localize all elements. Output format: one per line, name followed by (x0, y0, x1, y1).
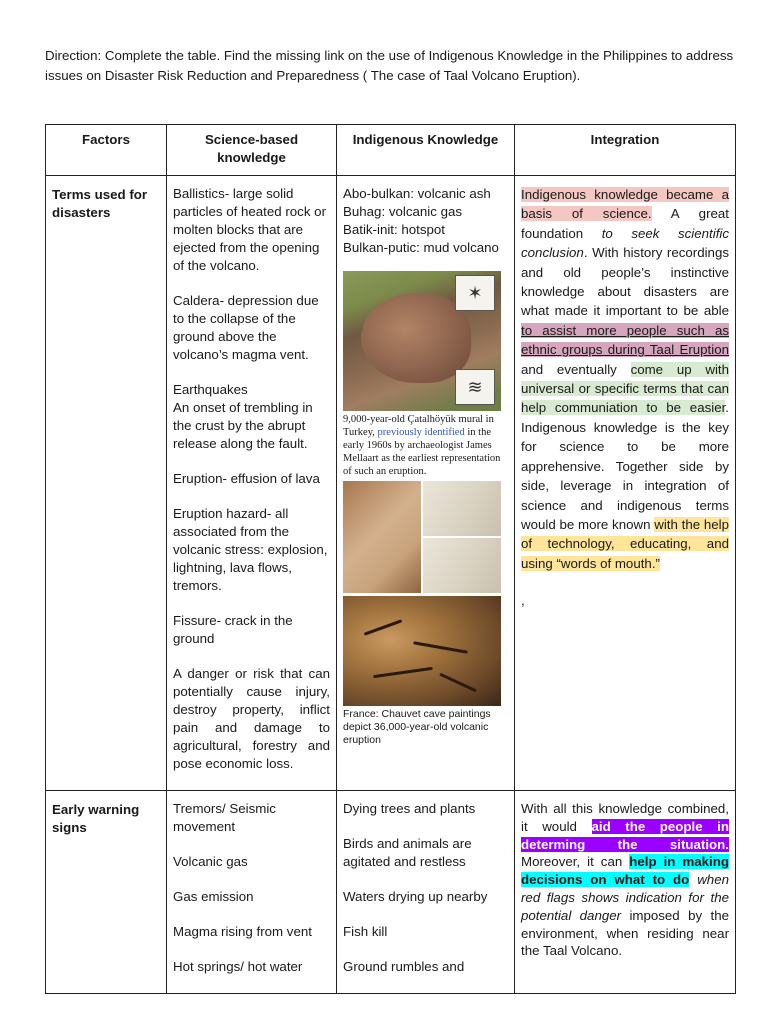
science-term: Eruption hazard- all associated from the volcanic stress: explosion, lightning, lava flows, tremors. (173, 506, 328, 593)
table-row (46, 791, 736, 994)
indigenous-term: Abo-bulkan: volcanic ash (343, 186, 491, 201)
science-cell (167, 791, 337, 994)
science-term: Fissure- crack in the ground (173, 613, 293, 646)
indigenous-term: Bulkan-putic: mud volcano (343, 240, 499, 255)
warning-sign: Hot springs/ hot water (173, 959, 303, 974)
integration-cell: With all this knowledge combined, it would aid the people in determing the situation. Moreover, it can help in making decisions on what to do when red flags shows indication for the potential danger imposed by the environment, when residing near the Taal Volcano. (515, 791, 736, 994)
science-term: An onset of trembling in the crust by the abrupt release along the fault. (173, 400, 313, 451)
warning-sign: Ground rumbles and (343, 959, 465, 974)
chauvet-caption: France: Chauvet cave paintings depict 36,000-year-old volcanic eruption (343, 708, 491, 746)
warning-sign: Waters drying up nearby (343, 889, 488, 904)
header-factors: Factors (46, 125, 167, 176)
catalhoyuk-mural-photo (343, 271, 501, 411)
warning-sign: Birds and animals are agitated and restless (343, 836, 472, 869)
knowledge-table (45, 124, 736, 994)
warning-sign: Magma rising from vent (173, 924, 312, 939)
factor-cell: Early warning signs (46, 791, 167, 994)
indigenous-cell (337, 791, 515, 994)
warning-sign: Dying trees and plants (343, 801, 476, 816)
science-term: Earthquakes (173, 382, 248, 397)
factor-cell: Terms used for disasters (46, 176, 167, 791)
science-cell (167, 176, 337, 791)
header-integration: Integration (515, 125, 736, 176)
mural-sketch-icon: ≋ (455, 369, 495, 405)
warning-sign: Gas emission (173, 889, 254, 904)
indigenous-cell (337, 176, 515, 791)
mural-caption: 9,000-year-old Çatalhöyük mural in Turkey, previously identified in the early 1960s by archaeologist James Mellaart as the earliest representation of such an eruption. (343, 414, 501, 477)
header-indigenous: Indigenous Knowledge (337, 125, 515, 176)
stray-comma: , (521, 593, 525, 609)
cave-painting-photo (343, 481, 501, 593)
chauvet-cave-photo (343, 596, 501, 706)
science-term: A danger or risk that can potentially cause injury, destroy property, inflict pain and damage to agricultural, forestry and pose economic loss. (173, 666, 330, 771)
integration-cell: Indigenous knowledge became a basis of science. A great foundation to seek scientific conclusion. With history recordings and old people’s instinctive knowledge about disasters are what made it important to be able to assist more people such as ethnic groups during Taal Eruption and eventually come up with universal or specific terms that can help communiation to be easier. Indigenous knowledge is the key for science to be more apprehensive. Together side by side, leverage in integration of science and indigenous terms would be more known with the help of technology, educating, and using “words of mouth.” , (515, 176, 736, 791)
science-term: Caldera- depression due to the collapse of the ground above the volcano’s magma vent. (173, 293, 319, 362)
mural-sketch-icon: ✶ (455, 275, 495, 311)
warning-sign: Volcanic gas (173, 854, 248, 869)
warning-sign: Fish kill (343, 924, 388, 939)
previously-identified-link[interactable]: previously identified (377, 427, 465, 438)
table-row (46, 176, 736, 791)
indigenous-term: Buhag: volcanic gas (343, 204, 463, 219)
science-term: Ballistics- large solid particles of heated rock or molten blocks that are ejected from the opening of the volcano. (173, 186, 326, 273)
table-header-row (46, 125, 736, 176)
header-science: Science-based knowledge (167, 125, 337, 176)
indigenous-term: Batik-init: hotspot (343, 222, 445, 237)
science-term: Eruption- effusion of lava (173, 471, 320, 486)
warning-sign: Tremors/ Seismic movement (173, 801, 276, 834)
direction-text: Direction: Complete the table. Find the missing link on the use of Indigenous Knowledge in the Philippines to address issues on Disaster Risk Reduction and Preparedness ( The case of Taal Volcano Eruption). (45, 48, 734, 83)
